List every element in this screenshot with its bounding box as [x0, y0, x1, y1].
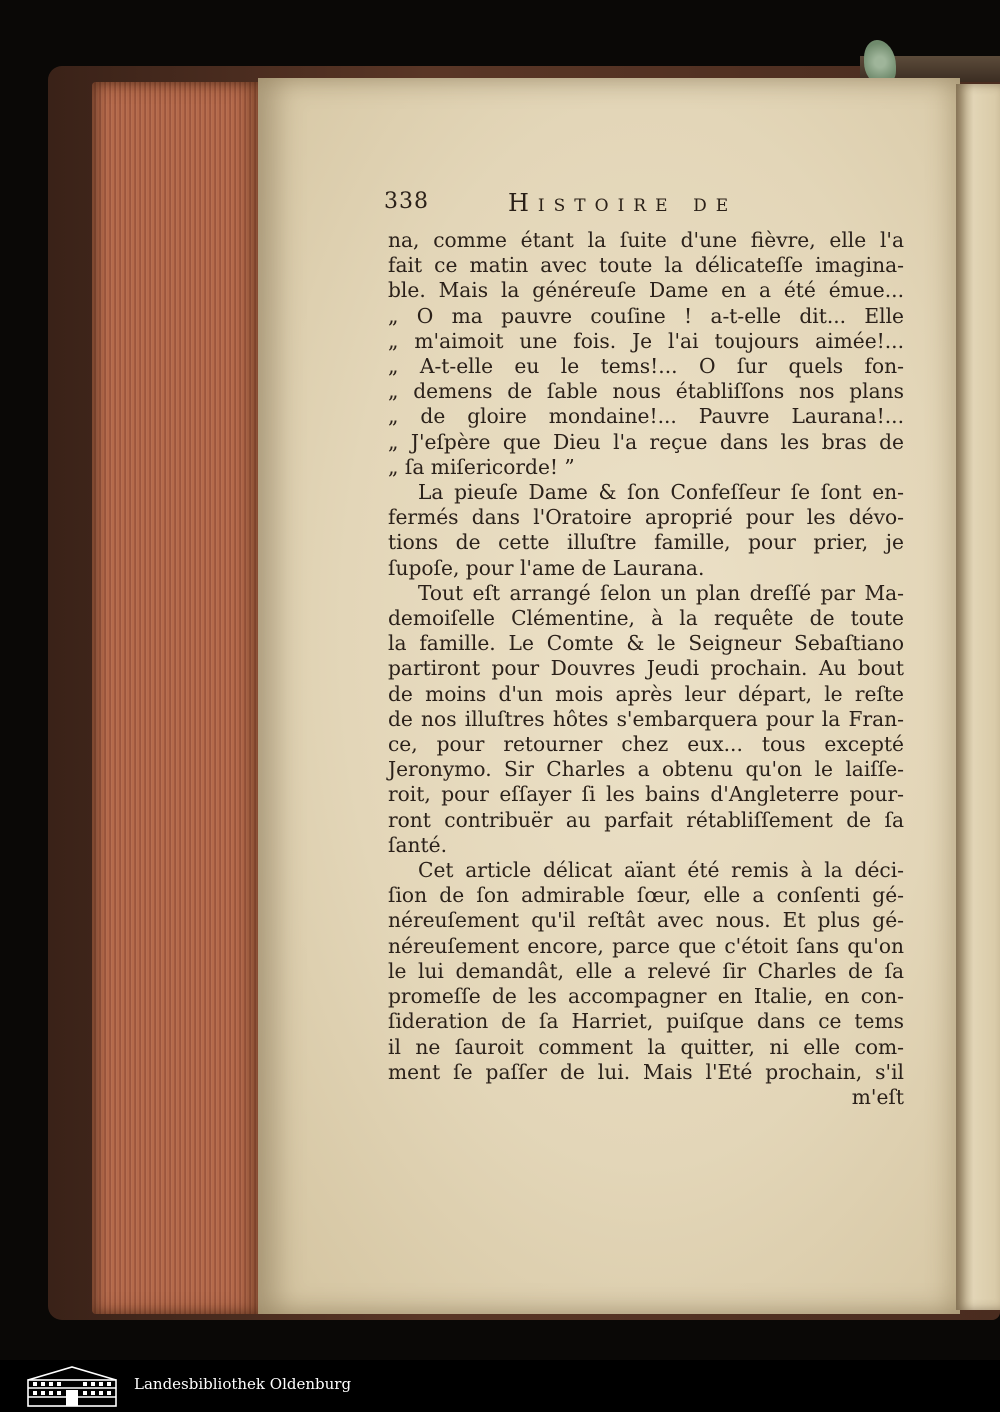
text-line: de moins d'un mois après leur départ, le reſte	[388, 681, 904, 706]
text-line: tions de cette illuſtre famille, pour prier, je	[388, 530, 904, 555]
institution-name: Landesbibliothek Oldenburg	[134, 1375, 352, 1393]
text-line: fait ce matin avec toute la délicateſſe imagina-	[388, 253, 904, 278]
footer-bar	[0, 1360, 1000, 1412]
text-line: „ O ma pauvre couſine ! a-t-elle dit... Elle	[388, 303, 904, 328]
page-edges	[92, 82, 262, 1314]
text-line: de nos illuſtres hôtes s'embarquera pour la Fran-	[388, 706, 904, 731]
catchword: m'eſt	[851, 1084, 904, 1109]
text-line: La pieuſe Dame & ſon Confeſſeur ſe ſont en-	[418, 480, 904, 505]
text-line: ſanté.	[388, 832, 447, 857]
text-line: Jeronymo. Sir Charles a obtenu qu'on le laiſſe-	[388, 757, 904, 782]
text-line: „ m'aimoit une fois. Je l'ai toujours aimée!...	[388, 328, 904, 353]
page-header	[384, 189, 904, 221]
text-line: „ de gloire mondaine!... Pauvre Laurana!...	[388, 404, 904, 429]
text-line: partiront pour Douvres Jeudi prochain. Au bout	[388, 656, 904, 681]
text-line: la famille. Le Comte & le Seigneur Sebaſtiano	[388, 631, 904, 656]
text-line: ſideration de ſa Harriet, puiſque dans ce tems	[388, 1009, 904, 1034]
text-line: ront contribuër au parfait rétabliſſement de ſa	[388, 807, 904, 832]
text-line: ble. Mais la généreuſe Dame en a été émue...	[388, 278, 904, 303]
text-line: roit, pour eſſayer ſi les bains d'Angleterre pour-	[388, 782, 904, 807]
text-line: ce, pour retourner chez eux... tous excepté	[388, 732, 904, 757]
text-line: néreuſement qu'il reſtât avec nous. Et plus gé-	[388, 908, 904, 933]
library-building-icon	[22, 1364, 122, 1408]
text-line: ment ſe paſſer de lui. Mais l'Eté prochain, s'il	[388, 1059, 904, 1084]
text-line: na, comme étant la ſuite d'une fièvre, elle l'a	[388, 228, 904, 252]
text-line: ſupoſe, pour l'ame de Laurana.	[388, 555, 705, 580]
text-line: le lui demandât, elle a relevé ſir Charles de ſa	[388, 958, 904, 983]
page-number: 338	[384, 189, 429, 214]
running-head: Histoire de	[508, 189, 738, 217]
page-body	[388, 228, 904, 1110]
text-line: „ demens de ſable nous établiſſons nos plans	[388, 379, 904, 404]
text-line: demoiſelle Clémentine, à la requête de toute	[388, 606, 904, 631]
text-line: Cet article délicat aïant été remis à la déci-	[418, 858, 904, 883]
text-line: „ A-t-elle eu le tems!... O ſur quels fon-	[388, 354, 904, 379]
text-line: il ne ſauroit comment la quitter, ni elle com-	[388, 1034, 904, 1059]
facing-page-edge	[956, 84, 1000, 1310]
text-line: fermés dans l'Oratoire aproprié pour les dévo-	[388, 505, 904, 530]
text-line: néreuſement encore, parce que c'étoit ſans qu'on	[388, 933, 904, 958]
text-line: „ ſa miſericorde! ”	[388, 454, 575, 479]
text-line: ſion de ſon admirable ſœur, elle a conſenti gé-	[388, 883, 904, 908]
text-line: promeſſe de les accompagner en Italie, en con-	[388, 984, 904, 1009]
text-line: Tout eſt arrangé ſelon un plan dreſſé par Ma-	[418, 580, 904, 605]
text-line: „ J'eſpère que Dieu l'a reçue dans les bras de	[388, 429, 904, 454]
